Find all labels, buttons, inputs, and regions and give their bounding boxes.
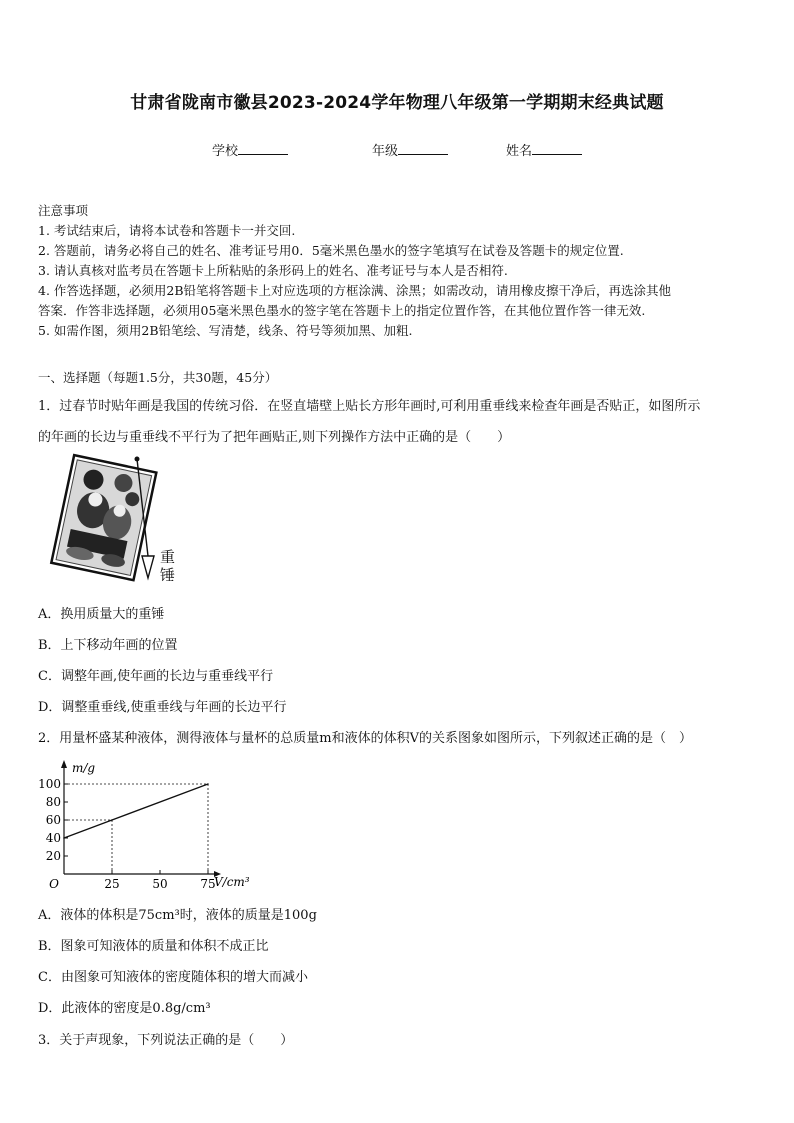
chart-svg	[34, 756, 250, 892]
notice-heading: 注意事项	[38, 203, 89, 218]
name-field	[506, 140, 582, 159]
school-field	[212, 140, 288, 159]
grade-field	[372, 140, 448, 159]
data-point	[111, 819, 113, 821]
question-2-option-d: D．此液体的密度是0.8g/cm³	[38, 1001, 211, 1016]
section-heading: 一、选择题（每题1.5分，共30题，45分）	[38, 370, 278, 385]
notice-item: 4. 作答选择题，必须用2B铅笔将答题卡上对应选项的方框涂满、涂黑；如需改动，请用橡皮擦干净后，再选涂其他	[38, 283, 672, 298]
question-2-option-b: B．图象可知液体的质量和体积不成正比	[38, 939, 269, 954]
question-1-option-d: D．调整重垂线,使重垂线与年画的长边平行	[38, 700, 287, 715]
question-2-option-c: C．由图象可知液体的密度随体积的增大而减小	[38, 970, 308, 985]
y-tick-label: 40	[45, 831, 61, 845]
x-tick-label: 50	[152, 877, 168, 891]
notice-item: 1. 考试结束后，请将本试卷和答题卡一并交回.	[38, 223, 296, 238]
notice-item: 3. 请认真核对监考员在答题卡上所粘贴的条形码上的姓名、准考证号与本人是否相符.	[38, 263, 508, 278]
y-tick-label: 100	[38, 777, 61, 791]
data-point	[207, 783, 209, 785]
notice-block	[38, 201, 760, 341]
data-line	[64, 784, 208, 838]
weight-label-top: 重	[160, 548, 176, 566]
weight-label-bottom: 锤	[160, 566, 176, 584]
question-1-option-c: C．调整年画,使年画的长边与重垂线平行	[38, 669, 274, 684]
x-axis-label: V/cm³	[214, 875, 250, 889]
question-1-line-2: 的年画的长边与重垂线不平行为了把年画贴正,则下列操作方法中正确的是（ ）	[38, 430, 511, 445]
y-axis-arrow	[61, 760, 67, 768]
question-2-option-a: A．液体的体积是75cm³时，液体的质量是100g	[38, 908, 317, 923]
y-axis-label: m/g	[72, 761, 96, 775]
notice-item: 答案．作答非选择题，必须用05毫米黑色墨水的签字笔在答题卡上的指定位置作答，在其他位置作答一律无效.	[38, 303, 646, 318]
y-tick-label: 60	[45, 813, 61, 827]
origin-label: O	[49, 877, 59, 891]
mass-volume-chart	[34, 756, 250, 892]
x-tick-label: 25	[104, 877, 120, 891]
question-1-option-a: A．换用质量大的重锤	[38, 607, 165, 622]
question-2-text: 2．用量杯盛某种液体，测得液体与量杯的总质量m和液体的体积V的关系图象如图所示，下列叙述正确的是（ ）	[38, 731, 692, 746]
grade-label: 年级	[372, 144, 399, 159]
question-3-text: 3．关于声现象，下列说法正确的是（ ）	[38, 1033, 294, 1048]
name-label: 姓名	[506, 144, 533, 159]
x-tick-label: 75	[200, 877, 216, 891]
question-1-option-b: B．上下移动年画的位置	[38, 638, 178, 653]
data-point	[63, 837, 65, 839]
new-year-picture-figure	[44, 456, 194, 588]
school-blank	[238, 142, 288, 155]
question-1-line-1: 1．过春节时贴年画是我国的传统习俗．在竖直墙壁上贴长方形年画时,可利用重垂线来检查年画是否贴正，如图所示	[38, 399, 701, 414]
page-title: 甘肃省陇南市徽县2023-2024学年物理八年级第一学期期末经典试题	[130, 93, 664, 113]
name-blank	[532, 142, 582, 155]
grade-blank	[398, 142, 448, 155]
y-tick-label: 80	[45, 795, 61, 809]
notice-item: 2. 答题前，请务必将自己的姓名、准考证号用0．5毫米黑色墨水的签字笔填写在试卷及答题卡的规定位置.	[38, 243, 624, 258]
notice-item: 5. 如需作图，须用2B铅笔绘、写清楚，线条、符号等须加黑、加粗.	[38, 323, 413, 338]
school-label: 学校	[212, 144, 239, 159]
y-tick-label: 20	[45, 849, 61, 863]
